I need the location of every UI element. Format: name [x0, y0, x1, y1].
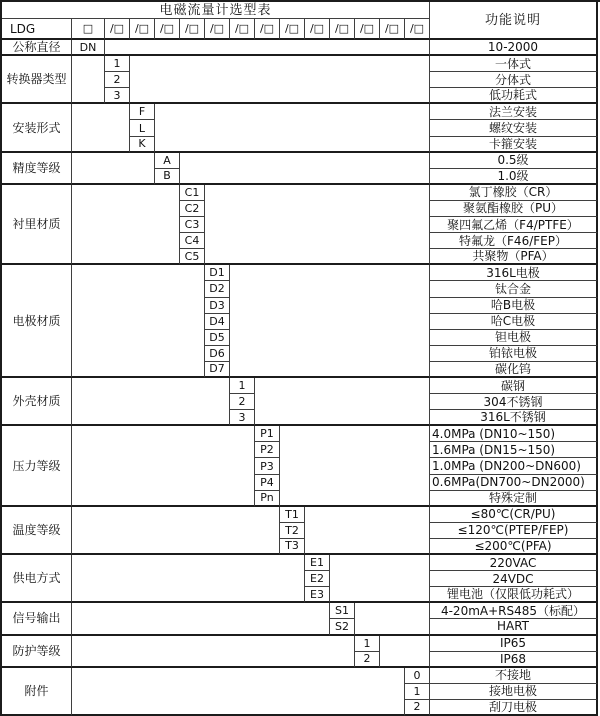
option-code-housing-material: 1	[230, 378, 255, 394]
option-description-converter-type: 分体式	[430, 72, 598, 88]
option-description-temperature-class: ≤120℃(PTEP/FEP)	[430, 523, 598, 539]
filler-right-electrode-material	[230, 265, 430, 378]
option-code-protection-class: 2	[355, 652, 380, 668]
option-description-electrode-material: 哈C电极	[430, 314, 598, 330]
dn-row-description: 10-2000	[430, 40, 598, 56]
option-code-electrode-material: D7	[205, 362, 230, 378]
option-description-power-supply: 220VAC	[430, 555, 598, 571]
filler-right-accuracy-class	[180, 153, 430, 185]
option-code-housing-material: 2	[230, 394, 255, 410]
option-description-power-supply: 锂电池（仅限低功耗式）	[430, 587, 598, 603]
option-description-install-form: 法兰安装	[430, 104, 598, 120]
option-code-pressure-class: P2	[255, 442, 280, 458]
category-label-converter-type: 转换器类型	[2, 56, 72, 104]
model-slot-box: /□	[280, 19, 305, 40]
option-code-install-form: K	[130, 137, 155, 153]
filler-left-signal-output	[72, 603, 330, 635]
option-description-pressure-class: 4.0MPa (DN10~150)	[430, 426, 598, 442]
filler-left-power-supply	[72, 555, 305, 603]
option-description-install-form: 卡箍安装	[430, 137, 598, 153]
filler-right-temperature-class	[305, 507, 430, 555]
option-code-electrode-material: D1	[205, 265, 230, 281]
category-label-install-form: 安装形式	[2, 104, 72, 152]
option-description-install-form: 螺纹安装	[430, 120, 598, 136]
option-description-accessory: 不接地	[430, 668, 598, 684]
model-slot-box: /□	[205, 19, 230, 40]
filler-left-housing-material	[72, 378, 230, 426]
option-description-signal-output: 4-20mA+RS485（标配）	[430, 603, 598, 619]
option-description-temperature-class: ≤80℃(CR/PU)	[430, 507, 598, 523]
option-code-liner-material: C3	[180, 217, 205, 233]
filler-left-pressure-class	[72, 426, 255, 506]
option-description-accuracy-class: 1.0级	[430, 169, 598, 185]
option-description-housing-material: 碳钢	[430, 378, 598, 394]
option-code-temperature-class: T1	[280, 507, 305, 523]
option-description-pressure-class: 1.6MPa (DN15~150)	[430, 442, 598, 458]
option-description-liner-material: 共聚物（PFA）	[430, 249, 598, 265]
filler-right-housing-material	[255, 378, 430, 426]
filler-left-converter-type	[72, 56, 105, 104]
filler-right-install-form	[155, 104, 430, 152]
option-description-temperature-class: ≤200℃(PFA)	[430, 539, 598, 555]
option-description-pressure-class: 0.6MPa(DN700~DN2000)	[430, 475, 598, 491]
option-code-install-form: L	[130, 120, 155, 136]
model-slot-box: /□	[130, 19, 155, 40]
category-label-signal-output: 信号输出	[2, 603, 72, 635]
option-code-converter-type: 3	[105, 88, 130, 104]
category-label-accuracy-class: 精度等级	[2, 153, 72, 185]
option-description-converter-type: 低功耗式	[430, 88, 598, 104]
filler-left-accessory	[72, 668, 405, 716]
option-code-electrode-material: D3	[205, 298, 230, 314]
option-description-liner-material: 氯丁橡胶（CR）	[430, 185, 598, 201]
option-description-electrode-material: 铂铱电极	[430, 346, 598, 362]
option-code-temperature-class: T2	[280, 523, 305, 539]
model-slot-box: /□	[230, 19, 255, 40]
option-code-signal-output: S2	[330, 619, 355, 635]
option-description-electrode-material: 316L电极	[430, 265, 598, 281]
category-label-temperature-class: 温度等级	[2, 507, 72, 555]
option-description-power-supply: 24VDC	[430, 571, 598, 587]
option-code-pressure-class: Pn	[255, 491, 280, 507]
option-code-power-supply: E1	[305, 555, 330, 571]
option-description-electrode-material: 钽电极	[430, 330, 598, 346]
option-description-accessory: 刮刀电极	[430, 700, 598, 716]
filler-left-electrode-material	[72, 265, 205, 378]
option-code-liner-material: C5	[180, 249, 205, 265]
option-code-converter-type: 1	[105, 56, 130, 72]
option-code-pressure-class: P3	[255, 458, 280, 474]
filler-left-protection-class	[72, 636, 355, 668]
option-description-protection-class: IP68	[430, 652, 598, 668]
option-code-power-supply: E3	[305, 587, 330, 603]
dn-row-label: 公称直径	[2, 40, 72, 56]
option-description-housing-material: 304不锈钢	[430, 394, 598, 410]
option-code-power-supply: E2	[305, 571, 330, 587]
option-code-protection-class: 1	[355, 636, 380, 652]
option-code-converter-type: 2	[105, 72, 130, 88]
dn-row-code: DN	[72, 40, 105, 56]
option-code-install-form: F	[130, 104, 155, 120]
category-label-protection-class: 防护等级	[2, 636, 72, 668]
option-description-protection-class: IP65	[430, 636, 598, 652]
option-description-liner-material: 特氟龙（F46/FEP）	[430, 233, 598, 249]
filler-right-liner-material	[205, 185, 430, 265]
category-label-pressure-class: 压力等级	[2, 426, 72, 506]
option-description-electrode-material: 碳化钨	[430, 362, 598, 378]
filler-right-protection-class	[380, 636, 430, 668]
option-description-electrode-material: 哈B电极	[430, 298, 598, 314]
option-description-converter-type: 一体式	[430, 56, 598, 72]
model-slot-box: /□	[380, 19, 405, 40]
option-code-signal-output: S1	[330, 603, 355, 619]
category-label-accessory: 附件	[2, 668, 72, 716]
model-prefix-label: LDG	[2, 19, 72, 40]
option-description-accuracy-class: 0.5级	[430, 153, 598, 169]
option-description-housing-material: 316L不锈钢	[430, 410, 598, 426]
model-slot-box: /□	[330, 19, 355, 40]
category-label-electrode-material: 电极材质	[2, 265, 72, 378]
model-slot-box: /□	[405, 19, 430, 40]
filler-right-power-supply	[330, 555, 430, 603]
filler-left-install-form	[72, 104, 130, 152]
filler-left-liner-material	[72, 185, 180, 265]
model-slot-box: /□	[155, 19, 180, 40]
filler-left-accuracy-class	[72, 153, 155, 185]
function-column-header: 功能说明	[430, 2, 598, 40]
option-code-liner-material: C4	[180, 233, 205, 249]
model-slot-box: /□	[255, 19, 280, 40]
option-description-liner-material: 聚氨酯橡胶（PU）	[430, 201, 598, 217]
option-code-electrode-material: D6	[205, 346, 230, 362]
option-code-accessory: 0	[405, 668, 430, 684]
model-slot-box: /□	[105, 19, 130, 40]
filler-right-signal-output	[355, 603, 430, 635]
option-code-pressure-class: P1	[255, 426, 280, 442]
filler-right-pressure-class	[280, 426, 430, 506]
option-code-electrode-material: D2	[205, 281, 230, 297]
model-slot-box: /□	[180, 19, 205, 40]
category-label-housing-material: 外壳材质	[2, 378, 72, 426]
category-label-power-supply: 供电方式	[2, 555, 72, 603]
dn-row-filler	[105, 40, 430, 56]
model-dn-box: □	[72, 19, 105, 40]
option-code-accuracy-class: B	[155, 169, 180, 185]
option-description-pressure-class: 1.0MPa (DN200~DN600)	[430, 458, 598, 474]
option-code-temperature-class: T3	[280, 539, 305, 555]
option-code-electrode-material: D4	[205, 314, 230, 330]
option-code-accuracy-class: A	[155, 153, 180, 169]
option-description-electrode-material: 钛合金	[430, 281, 598, 297]
filler-right-converter-type	[130, 56, 430, 104]
table-title: 电磁流量计选型表	[2, 2, 430, 19]
option-description-signal-output: HART	[430, 619, 598, 635]
option-code-electrode-material: D5	[205, 330, 230, 346]
option-code-pressure-class: P4	[255, 475, 280, 491]
option-code-housing-material: 3	[230, 410, 255, 426]
model-slot-box: /□	[355, 19, 380, 40]
option-code-liner-material: C2	[180, 201, 205, 217]
option-code-liner-material: C1	[180, 185, 205, 201]
option-code-accessory: 2	[405, 700, 430, 716]
option-description-liner-material: 聚四氟乙烯（F4/PTFE）	[430, 217, 598, 233]
model-slot-box: /□	[305, 19, 330, 40]
filler-left-temperature-class	[72, 507, 280, 555]
category-label-liner-material: 衬里材质	[2, 185, 72, 265]
option-description-accessory: 接地电极	[430, 684, 598, 700]
option-code-accessory: 1	[405, 684, 430, 700]
option-description-pressure-class: 特殊定制	[430, 491, 598, 507]
